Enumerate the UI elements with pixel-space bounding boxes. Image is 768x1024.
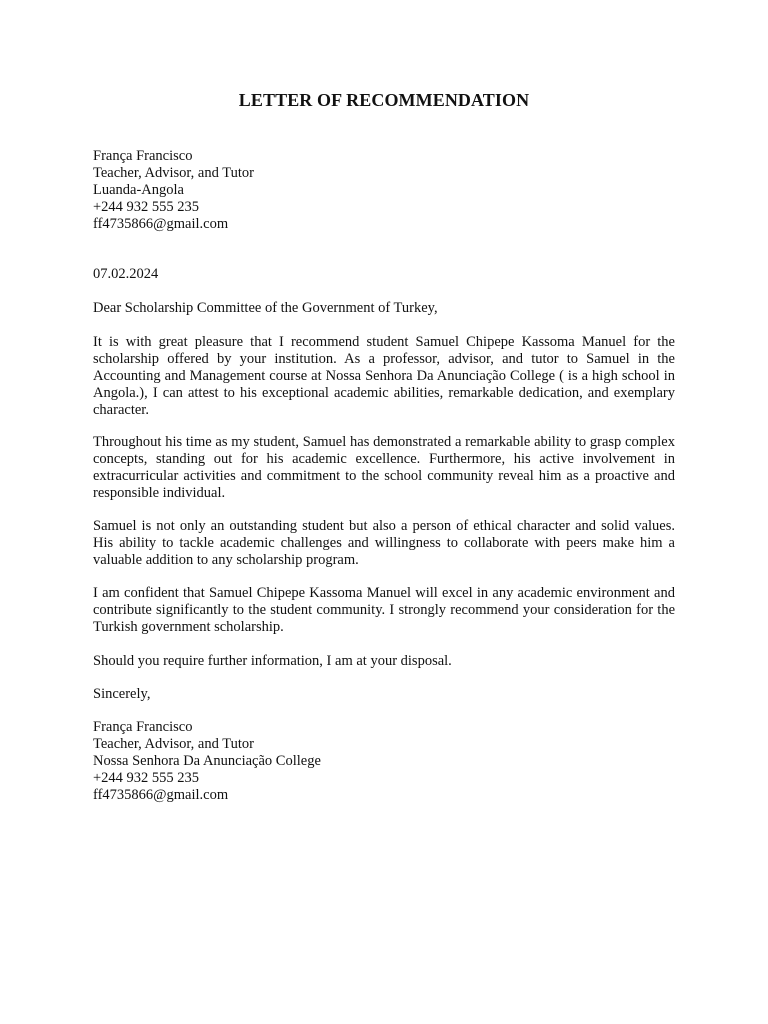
salutation: Dear Scholarship Committee of the Government of Turkey,	[93, 300, 438, 316]
signature-phone: +244 932 555 235	[93, 769, 200, 786]
sender-name: França Francisco	[93, 148, 193, 164]
body-paragraph-3: Samuel is not only an outstanding student but also a person of ethical character and solid values. His ability to tackle academic challenges and willingness to collaborate with peers make him a valuable addition to any scholarship program.	[93, 518, 675, 568]
body-paragraph-1: It is with great pleasure that I recommend student Samuel Chipepe Kassoma Manuel for the scholarship offered by your institution. As a professor, advisor, and tutor to Samuel in the Accounting and Management course at Nossa Senhora Da Anunciação College ( is a high school in Angola.), I can attest to his exceptional academic abilities, remarkable dedication, and exemplary character.	[93, 334, 675, 418]
body-paragraph-4: I am confident that Samuel Chipepe Kassoma Manuel will excel in any academic environment and contribute significantly to the student community. I strongly recommend your consideration for the Turkish government scholarship.	[93, 585, 675, 635]
sender-email: ff4735866@gmail.com	[93, 215, 229, 232]
signature-name: França Francisco	[93, 719, 193, 735]
sender-role: Teacher, Advisor, and Tutor	[93, 164, 254, 181]
body-paragraph-5: Should you require further information, I am at your disposal.	[93, 653, 452, 669]
signature-block	[93, 719, 675, 804]
sender-block	[93, 148, 675, 233]
letter-date: 07.02.2024	[93, 266, 159, 282]
sender-phone: +244 932 555 235	[93, 198, 200, 215]
letter-title: LETTER OF RECOMMENDATION	[238, 90, 530, 110]
closing: Sincerely,	[93, 686, 151, 702]
sender-location: Luanda-Angola	[93, 181, 184, 198]
signature-institution: Nossa Senhora Da Anunciação College	[93, 752, 321, 769]
body-paragraph-2: Throughout his time as my student, Samuel has demonstrated a remarkable ability to grasp complex concepts, standing out for his academic excellence. Furthermore, his active involvement in extracurricular activities and commitment to the school community reveal him as a proactive and responsible individual.	[93, 434, 675, 501]
signature-role: Teacher, Advisor, and Tutor	[93, 735, 254, 752]
signature-email: ff4735866@gmail.com	[93, 786, 229, 803]
